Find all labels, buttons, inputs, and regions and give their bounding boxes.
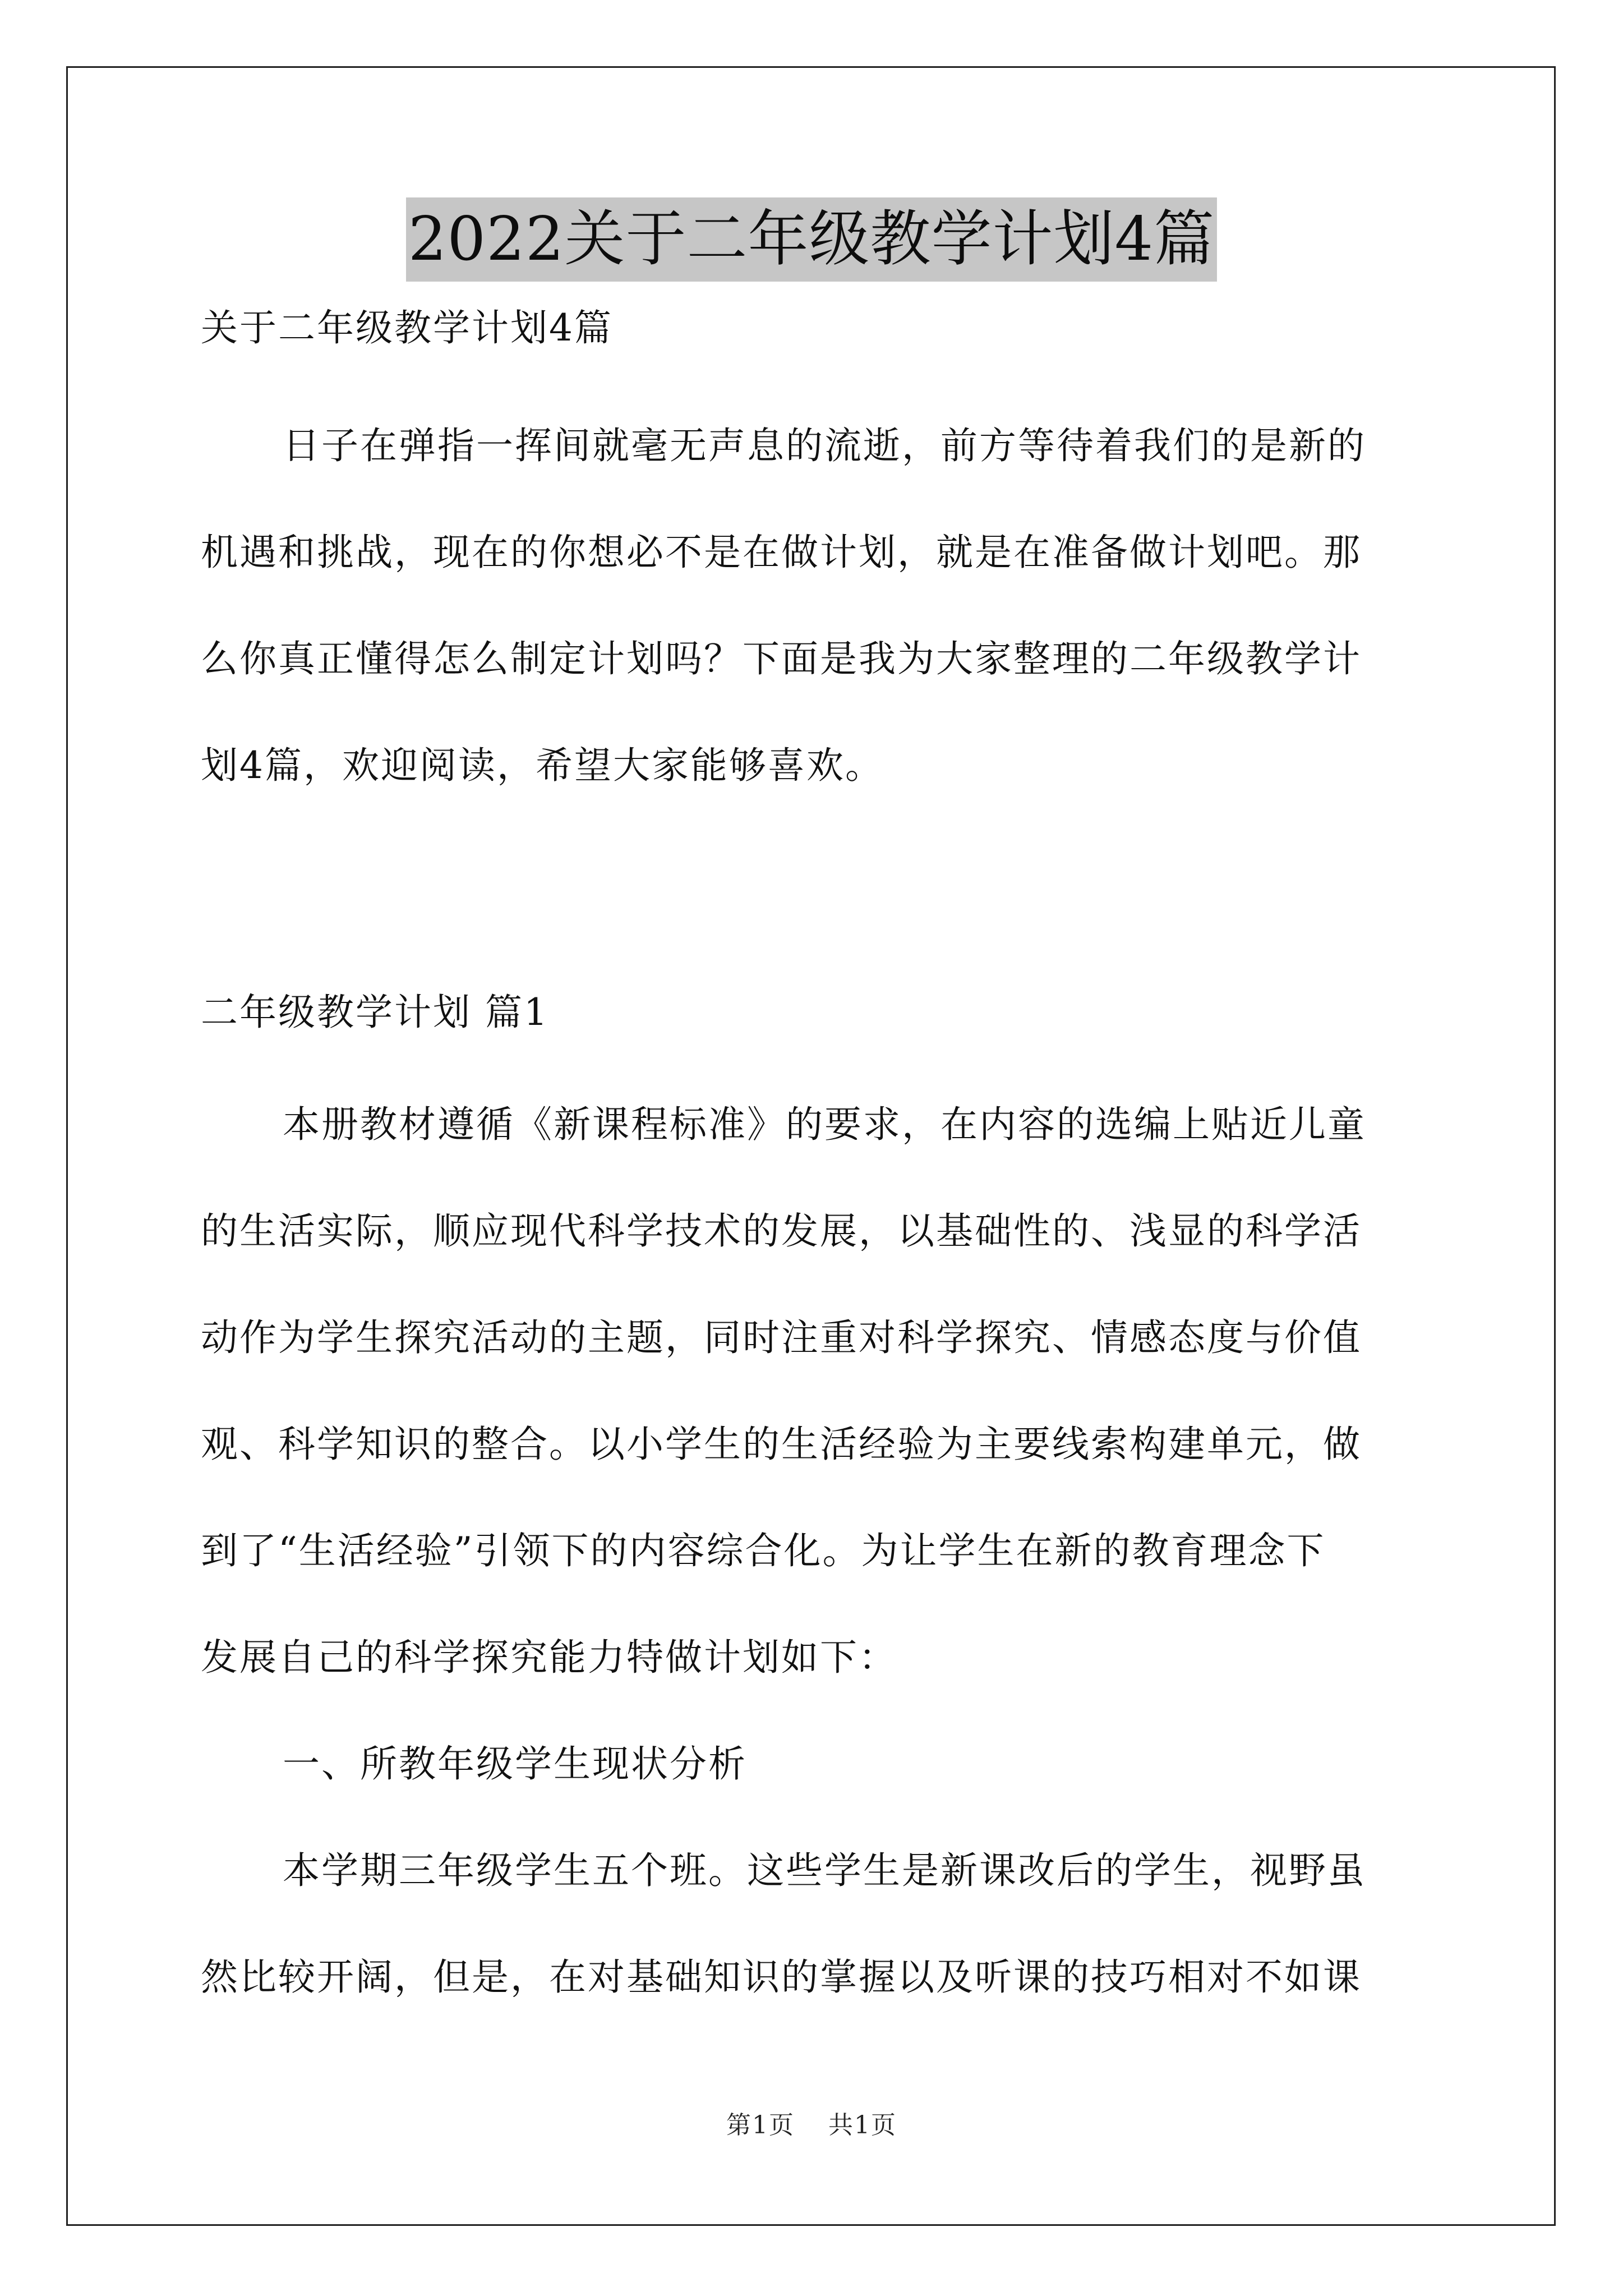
section-heading: 二年级教学计划 篇1 xyxy=(201,991,549,1034)
paragraph-line: 观、科学知识的整合。以小学生的生活经验为主要线索构建单元，做 xyxy=(201,1423,1362,1466)
page-total: 共1页 xyxy=(828,2111,897,2139)
page-footer xyxy=(0,2105,1623,2141)
intro-line: 日子在弹指一挥间就毫无声息的流逝，前方等待着我们的是新的 xyxy=(283,424,1366,467)
page-number: 第1页 xyxy=(726,2111,795,2139)
paragraph-line: 然比较开阔，但是，在对基础知识的掌握以及听课的技巧相对不如课 xyxy=(201,1955,1362,1999)
paragraph-line: 动作为学生探究活动的主题，同时注重对科学探究、情感态度与价值 xyxy=(201,1316,1362,1359)
paragraph-line: 发展自己的科学探究能力特做计划如下： xyxy=(201,1636,897,1679)
subheading: 一、所教年级学生现状分析 xyxy=(283,1742,747,1786)
intro-line: 机遇和挑战，现在的你想必不是在做计划，就是在准备做计划吧。那 xyxy=(201,531,1362,574)
intro-line: 划4篇，欢迎阅读，希望大家能够喜欢。 xyxy=(201,744,884,787)
document-title-container xyxy=(0,197,1623,282)
intro-line: 么你真正懂得怎么制定计划吗？下面是我为大家整理的二年级教学计 xyxy=(201,637,1362,680)
document-subtitle: 关于二年级教学计划4篇 xyxy=(201,306,613,349)
paragraph-line: 的生活实际，顺应现代科学技术的发展，以基础性的、浅显的科学活 xyxy=(201,1209,1362,1253)
paragraph-line: 本册教材遵循《新课程标准》的要求，在内容的选编上贴近儿童 xyxy=(283,1103,1366,1146)
document-title: 2022关于二年级教学计划4篇 xyxy=(406,197,1218,282)
paragraph-line: 到了“生活经验”引领下的内容综合化。为让学生在新的教育理念下 xyxy=(201,1529,1326,1572)
paragraph-line: 本学期三年级学生五个班。这些学生是新课改后的学生，视野虽 xyxy=(283,1849,1366,1892)
